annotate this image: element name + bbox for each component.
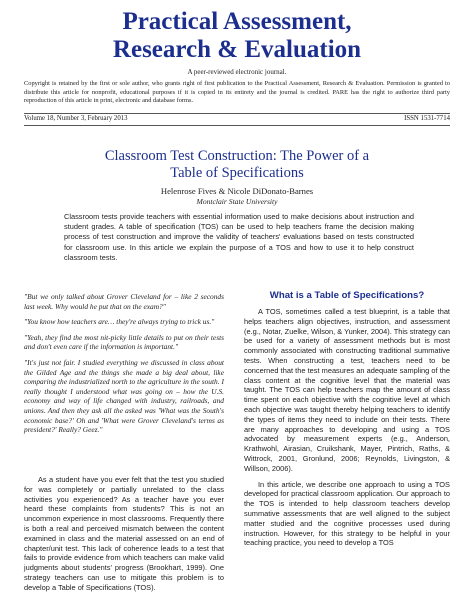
quote: "Yeah, they find the most nit-picky little details to put on their tests and don't even care if the information is important." (24, 332, 224, 352)
article-title-line-1: Classroom Test Construction: The Power of a (104, 148, 370, 164)
journal-title-line-1: Practical Assessment, (122, 8, 352, 35)
issn: ISSN 1531-7714 (404, 115, 450, 122)
quote: "But we only talked about Grover Cleveland for – like 2 seconds last week. Why would he put that on the exam?" (24, 292, 224, 311)
right-column (244, 290, 450, 554)
article-title-line-2: Table of Specifications (170, 165, 304, 181)
quote: "It's just not fair. I studied everything we discussed in class about the Gilded Age and the things she made a big deal about, like comparing the industrialized north to the agriculture in the south. I really thought I understood what was going on – how the U.S. economy and way of life changed with industry, railroads, and unions. And then they ask all the asked was 'What was the South's economic base?' Oh and 'What were Grover Cleveland's terms as president?' Really? Geez." (24, 357, 224, 435)
header-rule-top (24, 113, 450, 114)
author-affiliation: Montclair State University (196, 197, 278, 206)
article-authors: Helenrose Fives & Nicole DiDonato-Barnes (160, 186, 314, 196)
volume-line (24, 115, 450, 122)
body-paragraph: As a student have you ever felt that the test you studied for was completely or partially unrelated to the class activities you experienced? As a teacher have you ever heard these complaints from students? This is not an uncommon experience in most classrooms. Frequently there is both a real and perceived mismatch between the content examined in class and the material assessed on an end of chapter/unit test. This lack of coherence leads to a test that fails to provide evidence from which teachers can make valid judgments about students' progress (Brookhart, 1999). One strategy teachers can use to mitigate this problem is to develop a Table of Specifications (TOS). (24, 475, 224, 592)
body-paragraph: A TOS, sometimes called a test blueprint, is a table that helps teachers align objectives, instruction, and assessment (e.g., Notar, Zuelke, Wilson, & Yunker, 2004). This strategy can be used for a variety of assessment methods but is most commonly associated with constructing traditional summative tests. When constructing a test, teachers need to be concerned that the test measures an adequate sampling of the class content at the cognitive level that the material was taught. The TOS can help teachers map the amount of class time spent on each objective with the cognitive level at which each objective was taught thereby helping teachers to identify the types of items they need to include on their tests. There are many approaches to developing and using a TOS advocated by measurement experts (e.g., Anderson, Krathwohl, Airasian, Cruikshank, Mayer, Pintrich, Raths, & Wittrock, 2001, Gronlund, 2006; Reynolds, Livingston, & Willson, 2006). (244, 307, 450, 473)
copyright-notice: Copyright is retained by the first or sole author, who grants right of first publication to the Practical Assessment, Research & Evaluation. Permission is granted to distribute this article for nonprofit, educational purposes if it is copied in its entirety and the journal is credited. PARE has the right to authorize third party reproduction of this article in print, electronic and database forms. (24, 80, 450, 105)
volume-info: Volume 18, Number 3, February 2013 (24, 115, 128, 122)
journal-title-line-2: Research & Evaluation (112, 36, 362, 63)
quote: "You know how teachers are… they're always trying to trick us." (24, 317, 215, 327)
body-paragraph: In this article, we describe one approach to using a TOS developed for practical classroom application. Our approach to the TOS is intended to help classroom teachers develop summative assessments that are well aligned to the subject matter studied and the cognitive processes used during instruction. However, for this strategy to be helpful in your teaching practice, you need to develop a TOS (244, 479, 450, 548)
header-rule-bottom (24, 125, 450, 126)
student-quotes (24, 292, 224, 441)
section-heading: What is a Table of Specifications? (269, 290, 425, 301)
journal-tagline: A peer-reviewed electronic journal. (187, 68, 287, 76)
left-column-body (24, 475, 224, 593)
abstract: Classroom tests provide teachers with essential information used to make decisions about instruction and student grades. A table of specification (TOS) can be used to help teachers frame the decision making process of test construction and improve the validity of teachers' evaluations based on tests constructed for classroom use. In this article we explain the purpose of a TOS and how to use it to help construct classroom tests. (64, 212, 414, 262)
